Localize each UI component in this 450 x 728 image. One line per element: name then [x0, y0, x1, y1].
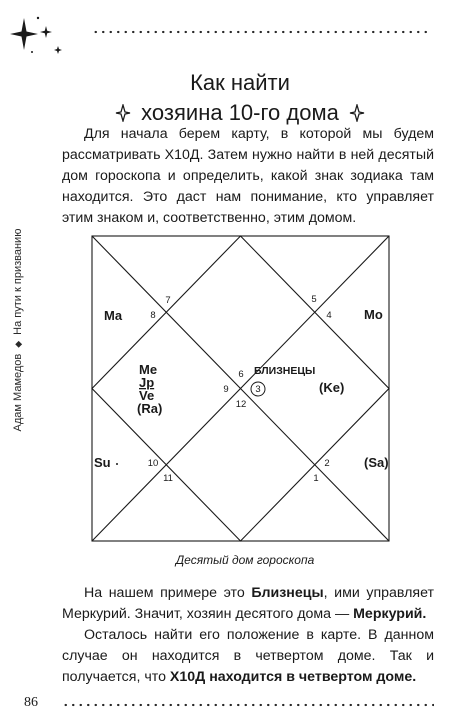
diamond-icon: ◆	[12, 340, 23, 348]
house-number-8: 8	[150, 310, 156, 321]
para2-bold-2: Меркурий.	[353, 606, 427, 622]
running-head-author: Адам Мамедов	[12, 353, 24, 432]
planet-me: Me	[139, 362, 158, 377]
running-head-book: На пути к призванию	[12, 228, 24, 335]
house-number-6: 6	[238, 369, 244, 380]
planet-ve: Ve	[139, 388, 155, 403]
dotted-rule-bottom	[62, 703, 434, 707]
planet-su: Su	[94, 455, 111, 470]
house-number-1: 1	[313, 473, 319, 484]
intro-text: Для начала берем карту, в которой мы будем рассматривать Х10Д. Затем нужно найти в ней десятый дом гороскопа и определить, какой знак зодиака там находится. Это даст нам понимание, кто управляет этим знаком и, соответственно, этим домом.	[62, 126, 434, 226]
para3-text-1: Осталось найти его положение в карте. В данном случае он находится в четвертом доме. Так и получается, что	[62, 627, 434, 685]
house-number-2: 2	[324, 458, 330, 469]
planet-mo: Mo	[364, 307, 383, 322]
planet-ra: (Ra)	[137, 401, 163, 416]
sign-label: БЛИЗНЕЦЫ	[254, 365, 316, 377]
chart-caption: Десятый дом гороскопа	[175, 553, 315, 567]
planet-ma: Ma	[104, 308, 123, 323]
para2-bold-1: Близнецы	[251, 585, 324, 601]
conclusion-text	[62, 583, 434, 688]
para3-bold-1: Х10Д находится в четвертом доме.	[169, 669, 417, 685]
house-number-9: 9	[223, 384, 229, 395]
house-number-12: 12	[235, 399, 247, 410]
house-number-4: 4	[326, 310, 332, 321]
para2-text-2: , ими управляет Меркурий. Значит, хозяин десятого дома —	[62, 585, 434, 622]
planet-sa: (Sa)	[364, 455, 389, 470]
house-number-5: 5	[311, 294, 317, 305]
house-number-3: 3	[255, 384, 261, 395]
dot-icon	[116, 463, 118, 465]
planet-ke: (Ke)	[319, 380, 345, 395]
paragraph-3	[62, 625, 434, 688]
planet-jp: Jp	[139, 375, 155, 390]
title-line-2: хозяина 10-го дома	[141, 100, 339, 125]
para2-text-1: На нашем примере это	[84, 585, 252, 601]
house-number-11: 11	[163, 473, 173, 484]
house-number-10: 10	[147, 458, 159, 469]
page-number: 86	[24, 695, 38, 710]
house-number-7: 7	[165, 295, 171, 306]
title-line-1: Как найти	[190, 70, 290, 95]
paragraph-2	[62, 583, 434, 625]
